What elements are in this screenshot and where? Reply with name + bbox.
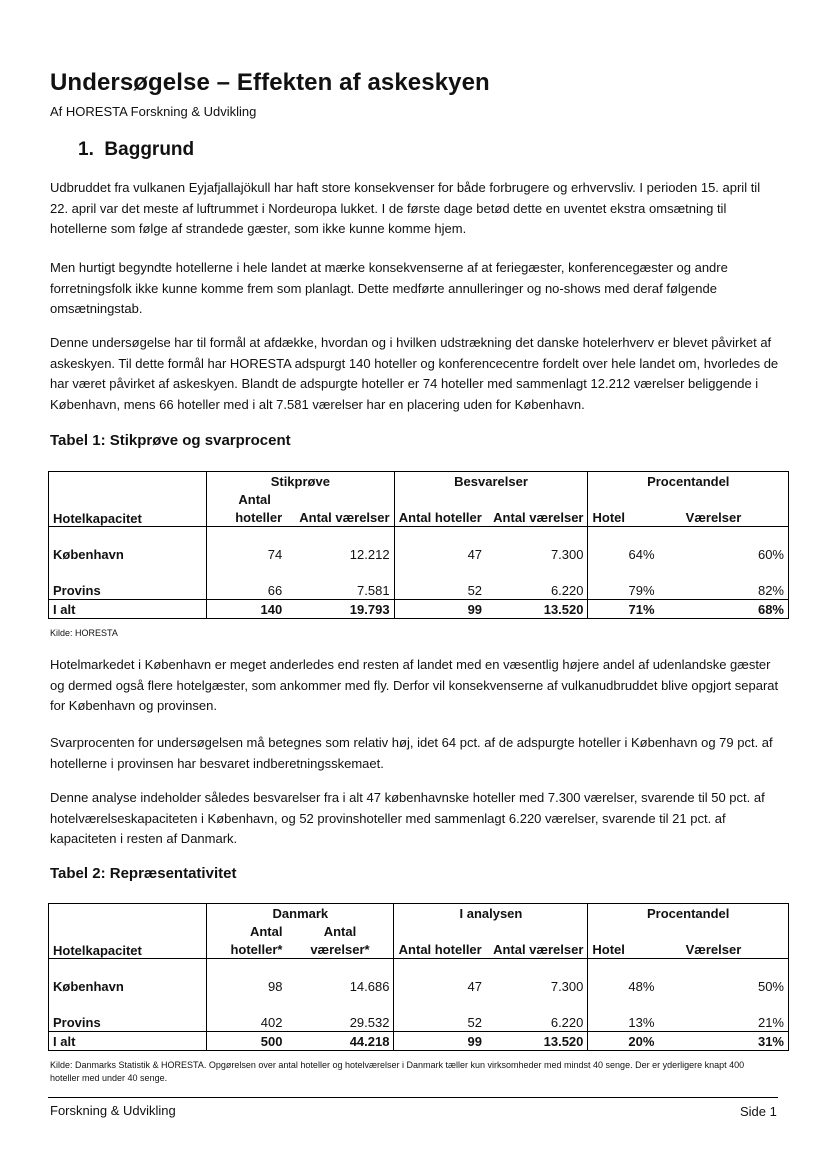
table-group-header-row [49,472,789,491]
table2-caption: Tabel 2: Repræsentativitet [50,865,237,882]
section-title: Baggrund [104,139,195,160]
group-header: Procentandel [588,472,789,491]
group-header: Stikprøve [207,472,395,491]
column-header: Antal værelser [493,509,584,525]
table1 [48,471,789,619]
group-header: Danmark [207,904,394,923]
table-row: København 74 12.212 47 7.300 64% 60% [49,545,789,563]
paragraph: Udbruddet fra vulkanen Eyjafjallajökull har haft store konsekvenser for både forbrugere og erhvervsliv. I perioden 15. april til 22. april var det meste af luftrummet i Nordeuropa lukket. I de første dage betød dette en uventet ekstra omsætning til hotellerne som følge af strandede gæster, som ikke kunne komme hjem. [50,180,761,236]
column-header: Værelser [665,508,789,527]
group-header: I analysen [394,904,588,923]
paragraph: Svarprocenten for undersøgelsen må betegnes som relativ høj, idet 64 pct. af de adspurgte hoteller i København og 79 pct. af hotellerne i provinsen har besvaret indberetningsskemaet. [50,735,773,771]
group-header: Besvarelser [394,472,588,491]
paragraph: Denne analyse indeholder således besvarelser fra i alt 47 københavnske hoteller med 7.300 værelser, svarende til 50 pct. af hotelværelseskapaciteten i København, og 52 provinshoteller med sammenlagt 6.220 værelser, svarende til 21 pct. af kapaciteten i resten af Danmark. [50,790,765,846]
column-header: hoteller [207,508,287,527]
column-header: Antal værelser [299,509,390,525]
table-row: Provins 402 29.532 52 6.220 13% 21% [49,1013,789,1032]
group-header: Procentandel [588,904,789,923]
table2-source: Kilde: Danmarks Statistik & HORESTA. Opgørelsen over antal hoteller og hotelværelser i Danmark tæller kun virksomheder med mindst 40 senge. Der er yderligere knapt 400 hoteller med under 40 senge. [50,1060,745,1083]
page-number: Side 1 [740,1104,777,1119]
section-heading [78,139,194,161]
column-header: Hotel [588,508,665,527]
column-header: Værelser [665,940,789,959]
footer-left: Forskning & Udvikling [50,1103,176,1118]
page-title: Undersøgelse – Effekten af askeskyen [50,69,490,96]
paragraph: Denne undersøgelse har til formål at afdække, hvordan og i hvilken udstrækning det danske hotelerhverv er blevet påvirket af askeskyen. Til dette formål har HORESTA adspurgt 140 hoteller og konferencecentre fordelt over hele landet om, hvorledes de har været påvirket af askeskyen. Blandt de adspurgte hoteller er 74 hoteller med sammenlagt 12.212 værelser beliggende i København, mens 66 hoteller med i alt 7.581 værelser har en placering uden for København. [50,335,779,412]
table1-caption: Tabel 1: Stikprøve og svarprocent [50,432,291,449]
table-row: København 98 14.686 47 7.300 48% 50% [49,977,789,995]
column-header: Antal hoteller [394,940,486,959]
column-header: Hotelkapacitet [49,490,207,527]
column-header: Antal hoteller [394,508,486,527]
column-header: hoteller* [207,940,287,959]
column-header: Hotel [588,940,665,959]
column-header: Antal [207,490,287,508]
table2 [48,903,789,1051]
table-row: Provins 66 7.581 52 6.220 79% 82% [49,581,789,600]
byline: Af HORESTA Forskning & Udvikling [50,104,257,119]
column-header: Hotelkapacitet [49,922,207,959]
table-row: I alt 500 44.218 99 13.520 20% 31% [49,1032,789,1051]
table1-source: Kilde: HORESTA [50,628,118,638]
column-header: Antal [323,923,357,939]
table-row: I alt 140 19.793 99 13.520 71% 68% [49,600,789,619]
column-header: Antal [207,922,287,940]
column-header: Antal værelser [493,941,584,957]
footer-divider [48,1097,778,1098]
section-number: 1. [78,139,94,160]
paragraph: Hotelmarkedet i København er meget anderledes end resten af landet med en væsentlig højere andel af udenlandske gæster og dermed også flere hotelgæster, som ankommer med fly. Derfor vil konsekvenserne af vulkanudbruddet blive opgjort separat for København og provinsen. [50,657,779,713]
paragraph: Men hurtigt begyndte hotellerne i hele landet at mærke konsekvenserne af at feriegæster, konferencegæster og andre forretningsfolk ikke kunne komme frem som planlagt. Dette medførte annulleringer og no-shows med deraf følgende omsætningstab. [50,260,728,316]
column-header: værelser* [310,941,370,957]
